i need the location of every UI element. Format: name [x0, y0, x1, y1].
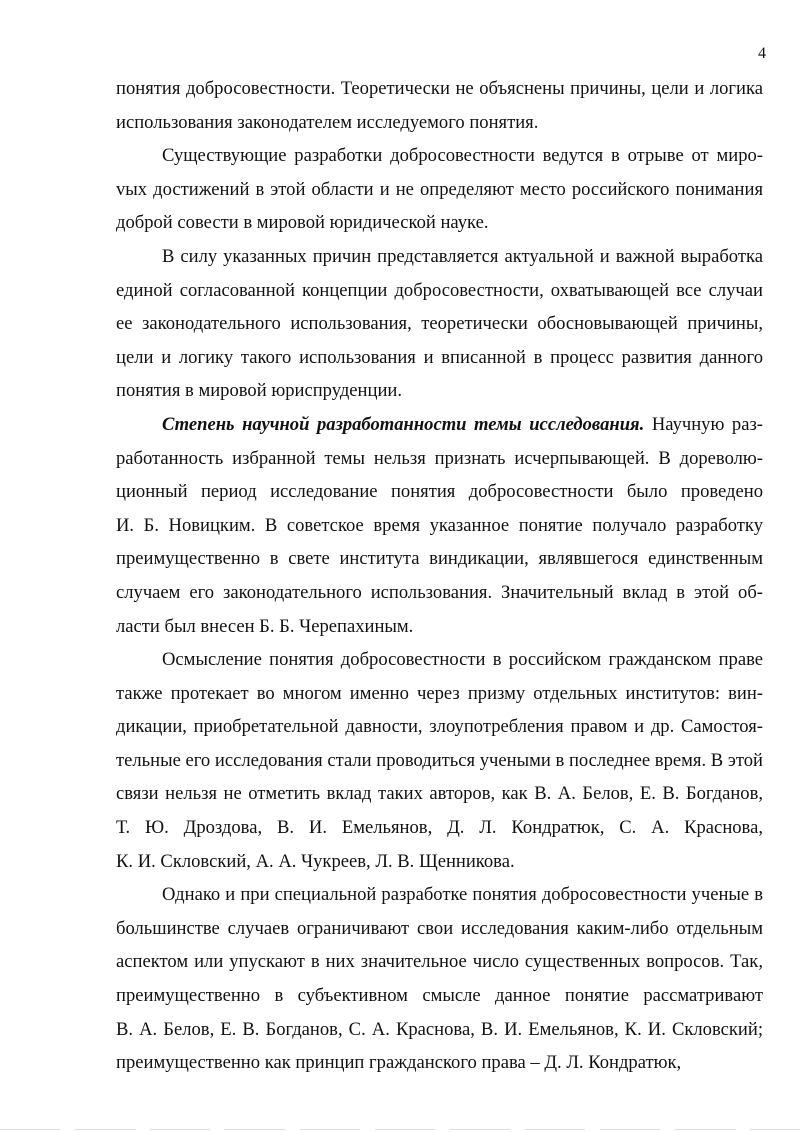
paragraph-4: [116, 408, 763, 643]
paragraph-1: понятия добросовестности. Теоретически не объяснены причины, цели и логика использования законодателем исследуемого понятия.: [116, 78, 763, 133]
paragraph-4-text: Научную разработанность избранной темы нельзя признать исчерпывающей. В дореволюционный период исследование понятия добросовестности было проведено И. Б. Новицким. В советское время указанное понятие получало разработку преимущественно в свете института виндикации, являвшегося единственным случаем его законодательного использования. Значительный вклад в этой области был внесен Б. Б. Черепахиным.: [116, 413, 763, 637]
body-text: [116, 72, 763, 1080]
paragraph-5: Осмысление понятия добросовестности в российском гражданском праве также протекает во многом именно через призму отдельных институтов: виндикации, приобретательной давности, злоупотребления правом и др. Самостоятельные его исследования стали проводиться учеными в последнее время. В этой связи нельзя не отметить вклад таких авторов, как В. А. Белов, Е. В. Богданов, Т. Ю. Дроздова, В. И. Емельянов, Д. Л. Кондратюк, С. А. Краснова, К. И. Скловский, А. А. Чукреев, Л. В. Щенникова.: [116, 649, 763, 872]
scan-edge-line: [0, 1129, 800, 1130]
paragraph-6: Однако и при специальной разработке понятия добросовестности ученые в большинстве случаев ограничивают свои исследования каким-либо отдельным аспектом или упускают в них значительное число существенных вопросов. Так, преимущественно в субъективном смысле данное понятие рассматривают В. А. Белов, Е. В. Богданов, С. А. Краснова, В. И. Емельянов, К. И. Скловский; преимущественно как принцип гражданского права – Д. Л. Кондратюк,: [116, 884, 763, 1074]
page-number: 4: [758, 45, 766, 62]
paragraph-2: Существующие разработки добросовестности ведутся в отрыве от мироvых достижений в этой области и не определяют место российского понимания доброй совести в мировой юридической науке.: [116, 145, 763, 234]
section-lead-heading: Степень научной разработанности темы исследования.: [162, 413, 645, 435]
paragraph-3: В силу указанных причин представляется актуальной и важной выработка единой согласованной концепции добросовестности, охватывающей все случаи ее законодательного использования, теоретически обосновывающей причины, цели и логику такого использования и вписанной в процесс развития данного понятия в мировой юриспруденции.: [116, 245, 763, 402]
